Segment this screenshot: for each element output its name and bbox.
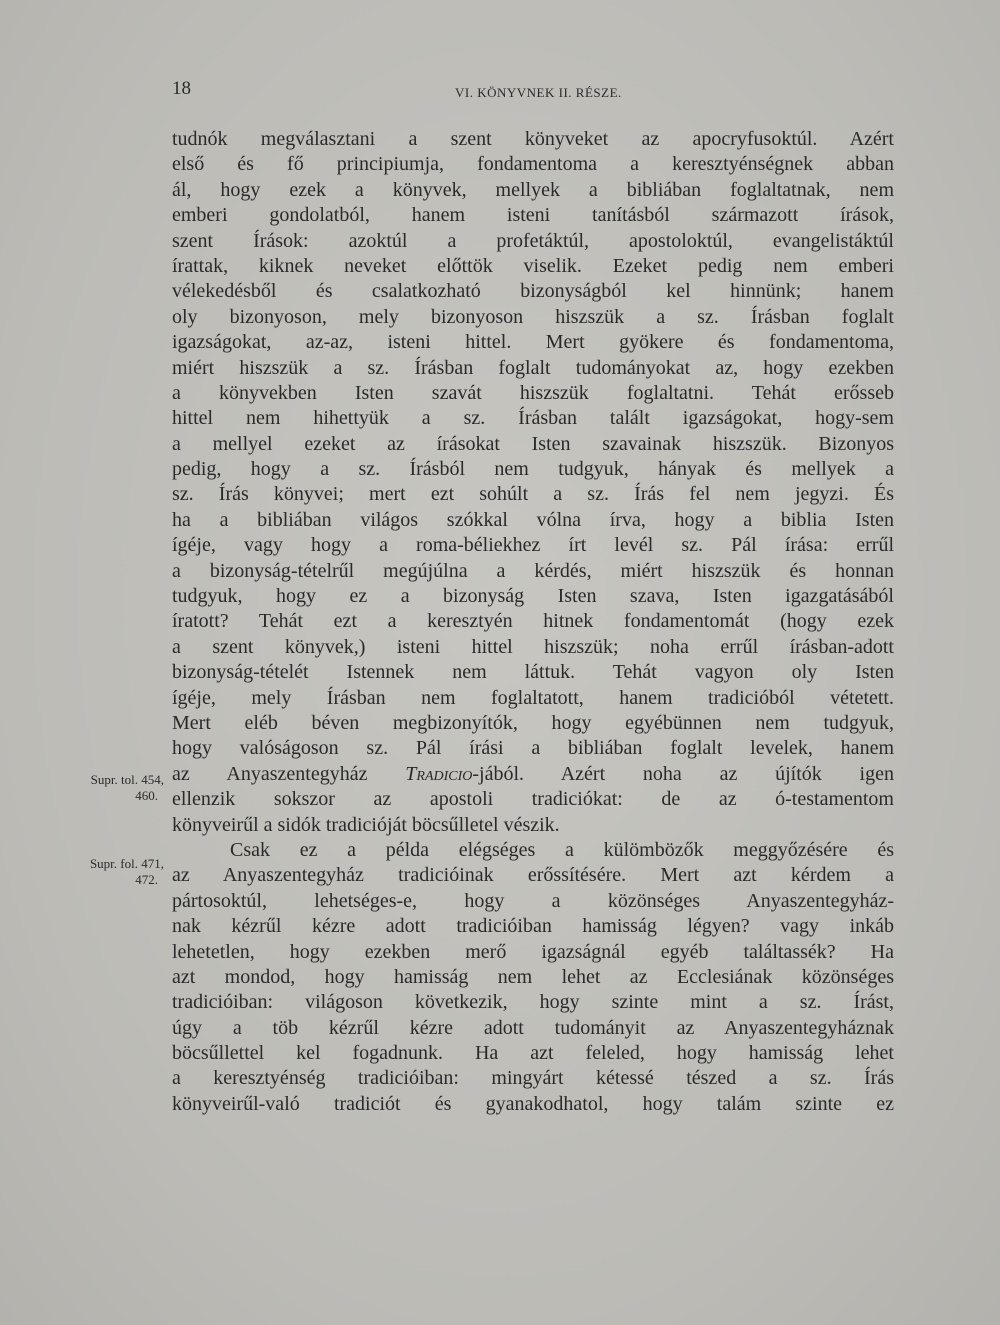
text-line: pártosoktúl, lehetséges-e, hogy a közönséges Anyaszentegyház- — [172, 889, 894, 912]
margin-note-2-line1: Supr. fol. 471, — [89, 856, 164, 871]
text-line: ígéje, vagy hogy a roma-béliekhez írt levél sz. Pál írása: errűl — [172, 534, 894, 557]
margin-note-1 — [52, 772, 164, 804]
text-line-tradicio — [172, 762, 894, 787]
text-line: miért hiszszük a sz. Írásban foglalt tudományokat az, hogy ezekben — [172, 356, 894, 379]
text-line: ál, hogy ezek a könyvek, mellyek a bibliában foglaltatnak, nem — [172, 178, 894, 201]
margin-note-1-line1: Supr. tol. 454, — [90, 772, 164, 787]
text-line: a szent könyvek,) isteni hittel hiszszük; noha errűl írásban-adott — [172, 635, 894, 658]
text-line: a keresztyénség tradicióiban: mingyárt kétessé tészed a sz. Írás — [172, 1067, 894, 1090]
text-line: tradicióiban: világoson következik, hogy szinte mint a sz. Írást, — [172, 991, 894, 1014]
text-line: Csak ez a példa elégséges a külömbözők meggyőzésére és — [230, 838, 894, 861]
text-line: könyveirűl-való tradiciót és gyanakodhatol, hogy talám szinte ez — [172, 1092, 894, 1115]
text-line: böcsűllettel kel fogadnunk. Ha azt feleled, hogy hamisság lehet — [172, 1042, 894, 1065]
page-header — [172, 78, 892, 102]
text-line: lehetetlen, hogy ezekben merő igazságnál egyéb találtassék? Ha — [172, 940, 894, 963]
paragraph-1 — [172, 127, 894, 762]
text-line: az Anyaszentegyház tradicióinak erőssítésére. Mert azt kérdem a — [172, 864, 894, 887]
text-line: ha a bibliában világos szókkal vólna írva, hogy a biblia Isten — [172, 508, 894, 531]
text-span: az Anyaszentegyház — [172, 762, 406, 785]
body-text — [172, 127, 894, 1117]
text-line: a könyvekben Isten szavát hiszszük foglaltatni. Tehát erősseb — [172, 381, 894, 404]
text-line: bizonyság-tételét Istennek nem láttuk. Tehát vagyon oly Isten — [172, 661, 894, 684]
text-line: ellenzik sokszor az apostoli tradiciókat: de az ó-testamentom — [172, 788, 894, 811]
text-line: a mellyel ezeket az írásokat Isten szavainak hiszszük. Bizonyos — [172, 432, 894, 455]
text-line: hogy valóságoson sz. Pál írási a bibliában foglalt levelek, hanem — [172, 737, 894, 760]
text-line: úgy a töb kézrűl kézre adott tudományit az Anyaszentegyháznak — [172, 1016, 894, 1039]
text-line: oly bizonyoson, mely bizonyoson hiszszük a sz. Írásban foglalt — [172, 305, 894, 328]
text-line: vélekedésből és csalatkozható bizonyságból kel hinnünk; hanem — [172, 280, 894, 303]
text-line: Mert eléb béven megbizonyítók, hogy egyébünnen nem tudgyuk, — [172, 711, 894, 734]
text-line: könyveirűl a sidók tradicióját böcsűlletel vészik. — [172, 813, 560, 836]
text-line: azt mondod, hogy hamisság nem lehet az Ecclesiának közönséges — [172, 965, 894, 988]
text-line: emberi gondolatból, hanem isteni tanításból származott írások, — [172, 204, 894, 227]
text-line: igazságokat, az-az, isteni hittel. Mert gyökere és fondamentoma, — [172, 331, 894, 354]
margin-note-1-line2: 460. — [135, 788, 158, 803]
text-line: szent Írások: azoktúl a profetáktúl, apostoloktúl, evangelistáktúl — [172, 229, 894, 252]
tradicio-smallcaps: Tradicio — [405, 762, 473, 785]
text-line: írattak, kiknek neveket előttök viselik. Ezeket pedig nem emberi — [172, 254, 894, 277]
paragraph-2 — [172, 838, 894, 1117]
margin-note-2-line2: 472. — [135, 872, 158, 887]
page-number: 18 — [172, 78, 191, 99]
text-line: tudnók megválasztani a szent könyveket az apocryfusoktúl. Azért — [172, 128, 894, 150]
text-line: ígéje, mely Írásban nem foglaltatott, hanem tradicióból vétetett. — [172, 686, 894, 709]
text-line: első és fő principiumja, fondamentoma a keresztyénségnek abban — [172, 153, 894, 176]
text-line: a bizonyság-tételrűl megújúlna a kérdés, miért hiszszük és honnan — [172, 559, 894, 582]
text-line: pedig, hogy a sz. Írásból nem tudgyuk, hányak és mellyek a — [172, 458, 894, 481]
text-line: sz. Írás könyvei; mert ezt sohúlt a sz. Írás fel nem jegyzi. És — [172, 483, 894, 506]
paragraph-1-end — [172, 787, 894, 838]
text-line: hittel nem hihettyük a sz. Írásban talált igazságokat, hogy-sem — [172, 407, 894, 430]
text-line: nak kézrűl kézre adott tradicióiban hamisság légyen? vagy inkáb — [172, 915, 894, 938]
text-span: -jából. Azért noha az újítók igen — [472, 762, 894, 785]
running-head: VI. KÖNYVNEK II. RÉSZE. — [455, 85, 622, 100]
margin-note-2 — [52, 856, 164, 888]
text-line: tudgyuk, hogy ez a bizonyság Isten szava, Isten igazgatásából — [172, 585, 894, 608]
text-line: íratott? Tehát ezt a keresztyén hitnek fondamentomát (hogy ezek — [172, 610, 894, 633]
